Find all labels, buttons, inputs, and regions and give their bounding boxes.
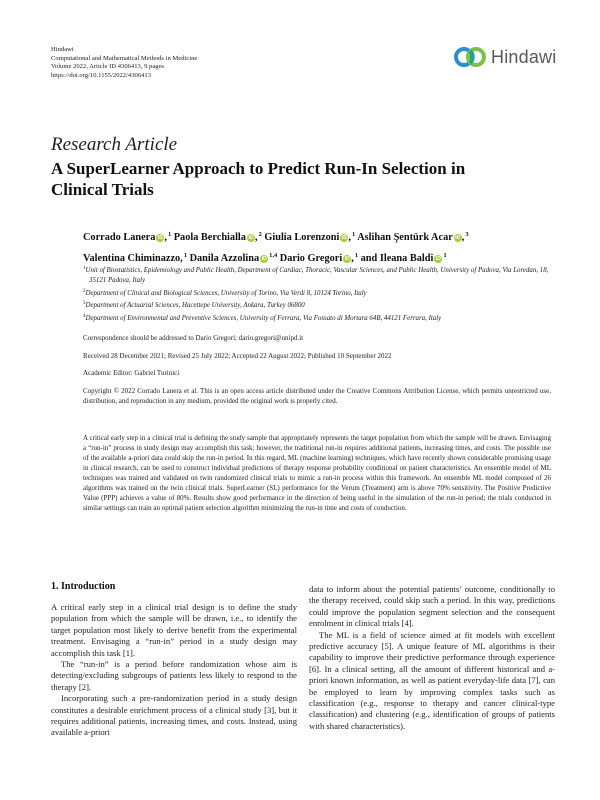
affiliation: $^4$Department of Environmental and Preventive Sciences, University of Ferrara, Via Fossato di Mortara 64B, 44121 Ferrara, Italy	[83, 313, 442, 322]
journal-name: Computational and Mathematical Methods in Medicine	[51, 54, 198, 62]
author: Corrado Lanera iD ,$^1$	[83, 231, 172, 243]
paragraph: data to inform about the potential patients’ outcome, conditionally to the therapy received, could skip such a period. In this way, predictions could improve the population segment selection and the consequent enrolment in clinical trials [4].	[309, 584, 555, 629]
journal-info	[51, 46, 197, 80]
academic-editor: Academic Editor: Gabriel Turinici	[83, 369, 180, 377]
author: Valentina Chiminazzo,$^1$	[83, 252, 187, 264]
author-list	[83, 226, 553, 268]
paragraph: A critical early step in a clinical trial design is to define the study population from which the sample will be drawn, i.e., to identify the target population most likely to derive benefit from the experimental treatment. Envisaging a “run-in” period in a study design may accomplish this task [1].	[51, 602, 297, 658]
paragraph: Incorporating such a pre-randomization period in a study design constitutes a desirable enrichment process of a clinical study [3], but it requires additional patients, increasing times, and costs. Instead, using available a-priori	[51, 693, 297, 738]
affiliation: $^2$Department of Clinical and Biological Sciences, University of Torino, Via Verdi 8, 10124 Torino, Italy	[83, 288, 367, 297]
orcid-icon[interactable]: iD	[248, 235, 254, 241]
correspondence: Correspondence should be addressed to Dario Gregori; dario.gregori@unipd.it	[83, 334, 304, 342]
author: Aslihan Şentürk Acar iD ,$^3$	[357, 231, 469, 243]
orcid-icon[interactable]: iD	[435, 256, 441, 262]
publication-dates: Received 28 December 2021; Revised 25 July 2022; Accepted 22 August 2022; Published 10 September 2022	[83, 352, 392, 360]
author: Danila Azzolina iD $^{1,4}$	[189, 252, 278, 264]
author: Dario Gregori iD ,$^1$	[279, 252, 359, 264]
orcid-icon[interactable]: iD	[157, 235, 163, 241]
logo-text: Hindawi	[491, 46, 557, 67]
article-title: A SuperLearner Approach to Predict Run-In Selection in Clinical Trials	[51, 159, 466, 199]
copyright-notice: Copyright © 2022 Corrado Lanera et al. This is an open access article distributed under the Creative Commons Attribution License, which permits unrestricted use, distribution, and reproduction in any medium, provided the original work is properly cited.	[83, 387, 551, 405]
orcid-icon[interactable]: iD	[261, 256, 267, 262]
left-column	[51, 602, 297, 739]
paragraph: The ML is a field of science aimed at fit models with excellent predictive accuracy [5]. A unique feature of ML algorithms is their capability to improve their predictive performance through experience [6]. In a clinical setting, all the amount of different historical and a-priori known information, as well as patient everyday-life data [7], can be employed to learn by improving complex tasks such as classification (e.g., response to therapy and cancer clinical-type classification) and clustering (e.g., identification of groups of patients with shared characteristics).	[309, 629, 555, 731]
publisher-name: Hindawi	[51, 46, 74, 53]
affiliation: $^3$Department of Actuarial Sciences, Hacettepe University, Ankara, Turkey 06800	[83, 301, 305, 310]
hindawi-logo[interactable]	[454, 44, 556, 70]
hindawi-logo-icon	[454, 44, 488, 70]
affiliation: $^1$Unit of Biostatistics, Epidemiology and Public Health, Department of Cardiac, Thoracic, Vascular Sciences, and Public Health, University of Padova, Via Loredan, 18, 35121 Padova, Italy	[83, 266, 549, 285]
section-heading: 1. Introduction	[51, 581, 116, 592]
orcid-icon[interactable]: iD	[341, 235, 347, 241]
article-type: Research Article	[51, 134, 178, 155]
paragraph: The “run-in” is a period before randomization whose aim is detecting/excluding subgroups of patients less likely to respond to the therapy [2].	[51, 659, 297, 692]
author: Paola Berchialla iD ,$^2$	[173, 231, 262, 243]
author: Giulia Lorenzoni iD ,$^1$	[264, 231, 356, 243]
abstract: A critical early step in a clinical trial is defining the study sample that appropriately represents the target population from which the sample will be drawn. Envisaging a “run-in” process in study design may accomplish this task; however, the traditional run-in requires additional patients, increasing times, and costs. The possible use of the available a-priori data could skip the run-in period. In this regard, ML (machine learning) techniques, which have recently shown considerable promising usage in clinical research, can be used to construct individual predictions of therapy response probability conditional on patient characteristics. An ensemble model of ML techniques was trained and validated on twin randomized clinical trials to mimic a run-in process within this framework. An ensemble ML model composed of 26 algorithms was trained on the twin clinical trials. SuperLearner (SL) performance for the Verum (Treatment) arm is above 70% sensitivity. The Positive Predictive Value (PPP) achieves a value of 80%. Results show good performance in the direction of being useful in the simulation of the run-in period; the trials conducted in similar settings can train an optimal patient selection algorithm minimizing the run-in time and costs of conduction.	[83, 434, 551, 512]
author: and Ileana Baldi iD $^1$	[360, 252, 447, 264]
doi-link[interactable]: https://doi.org/10.1155/2022/4306413	[51, 71, 152, 79]
volume-line: Volume 2022, Article ID 4306413, 9 pages	[51, 63, 165, 71]
orcid-icon[interactable]: iD	[455, 235, 461, 241]
right-column	[309, 584, 555, 732]
affiliations	[83, 264, 558, 324]
orcid-icon[interactable]: iD	[344, 256, 350, 262]
